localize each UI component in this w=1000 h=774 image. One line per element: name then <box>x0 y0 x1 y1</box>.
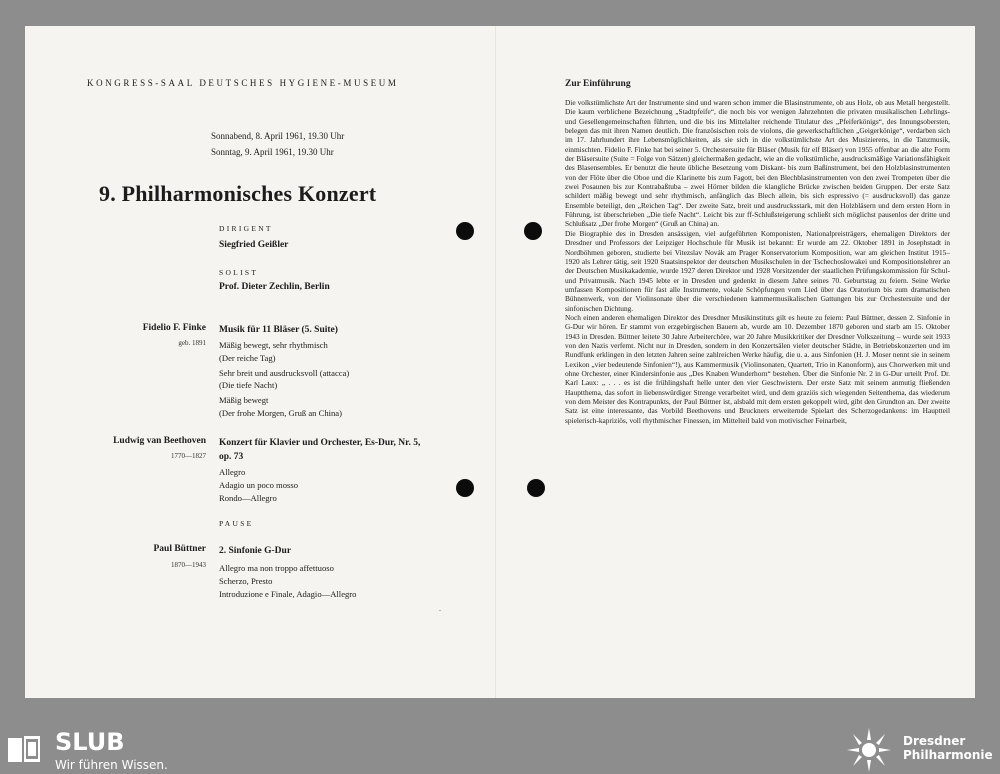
partner-name-line: Dresdner <box>903 734 966 748</box>
intro-paragraph: Noch einen anderen ehemaligen Direktor des Dresdner Musikinstituts gilt es heute zu feiern: Paul Büttner, dessen 2. Sinfonie in G-Dur wir hören. Er stammt von erzgebirgischen Bauern ab, wurde am 10. Dezember 1870 geboren und starb am 15. Oktober 1943 in Dresden. Büttner leitete 30 Jahre Arbeiterchöre, war 20 Jahre Musikkritiker der Dresdner Volkszeitung – wurde seit 1933 von den Nazis verfemt. Nicht nur in Dresden, sondern in den Konzertsälen vieler deutscher Städte, in Betriebskonzerten und im Rundfunk erklingen in den letzten Jahren seine zahlreichen Werke häufig, die u. a. aus Sinfonien (H. J. Moser nennt sie in seinem Lexikon „vier bedeutende Sinfonien“!), aus Kammermusik (Violinsonaten, Quartett, Trio in Kanonform), aus Chorwerken mit und ohne Orchester, einer Kindersinfonie aus „Des Knaben Wunderhorn“ bestehen. Über die Sinfonie Nr. 2 in G-Dur urteilt Prof. Dr. Karl Laux: „ . . . es ist die frühlingshaft helle unter den vier Geschwistern. Der erste Satz mit seinem anmutig fließenden Hauptthema, das sofort in liebenswürdiger Strenge verarbeitet wird, und dem graziös sich wiegenden Seitenthema, das wiederum von dem Meister des Kontrapunkts, der Paul Büttner ist, alsbald mit dem ersten gekoppelt wird, gibt den Grundton an. Der zweite Satz ist eine interessante, das Vorbild Beethovens und Bruckners erweiternde Spielart des Scherzogedankens: im Hauptteil spielerisch-kapriziös, voll rhythmischer Finessen, im Mittelteil bald von motivischer Feinarbeit, <box>565 312 950 425</box>
movement: Mäßig bewegt <box>219 395 269 406</box>
program-sheet <box>25 26 975 698</box>
intro-heading: Zur Einführung <box>565 79 631 89</box>
concert-date: Sonntag, 9. April 1961, 19.30 Uhr <box>211 147 334 157</box>
soloist-label: SOLIST <box>219 268 259 277</box>
movement-list <box>219 466 298 504</box>
movement-list <box>219 562 356 600</box>
intro-text <box>565 98 950 623</box>
concert-title: 9. Philharmonisches Konzert <box>99 181 377 206</box>
movement: (Der reiche Tag) <box>219 352 276 363</box>
movement: Allegro <box>219 467 246 477</box>
movement-list <box>219 339 349 420</box>
movement: (Der frohe Morgen, Gruß an China) <box>219 407 342 418</box>
work-title: Konzert für Klavier und Orchester, Es-Dur, Nr. 5, op. 73 <box>219 438 421 462</box>
intro-paragraph: Die Biographie des in Dresden ansässigen, viel aufgeführten Komponisten, Nationalpreisträgers, ehemaligen Direktors der Dresdner und Professors der Leipziger Hochschule für Musik ist bekannt: Er wurde am 22. Oktober 1891 in Josephstadt in Nordböhmen geboren, studierte bei Vitezslav Novák am Prager Konservatorium Komposition, war am gleichen Institut 1915–1920 als Lehrer tätig, seit 1920 Staatsinspektor der deutschen Musikschulen in der Tschechoslowakei und Kompositionslehrer an der Deutschen Musikakademie, wurde 1927 deren Direktor und 1928 Vorsitzender der staatlichen Prüfungskommission für Schul- und Privatmusik. Nach 1945 lebte er in Dresden und gedenkt in diesem Jahre seines 70. Geburtstag zu feiern. Seine Werke umfassen Kompositionen für fast alle Instrumente, vokale Schöpfungen vom Lied über das Oratorium bis zum dramatischen Bühnenwerk, von der Violinsonate über die verschiedenen kammermusikalischen Gattungen bis zur Orchestersuite und der sinfonischen Dichtung. <box>565 228 950 313</box>
composer-years: 1870—1943 <box>171 561 206 569</box>
page-mark: . <box>439 604 441 613</box>
library-name: SLUB <box>55 728 125 756</box>
concert-date: Sonnabend, 8. April 1961, 19.30 Uhr <box>211 131 345 141</box>
conductor-label: DIRIGENT <box>219 224 273 233</box>
punch-hole <box>456 479 474 497</box>
punch-hole <box>527 479 545 497</box>
conductor-name: Siegfried Geißler <box>219 240 289 250</box>
composer-name: Paul Büttner <box>153 544 206 554</box>
composer-name: Fidelio F. Finke <box>142 323 206 333</box>
partner-name-line: Philharmonie <box>903 748 993 762</box>
footer-bar <box>0 724 1000 774</box>
work-title: Musik für 11 Bläser (5. Suite) <box>219 325 338 335</box>
composer-years: 1770—1827 <box>171 452 206 460</box>
movement: Mäßig bewegt, sehr rhythmisch <box>219 340 328 350</box>
movement: Allegro ma non troppo affettuoso <box>219 563 334 573</box>
movement: Adagio un poco mosso <box>219 479 299 490</box>
philharmonie-logo-icon <box>843 728 895 772</box>
library-tagline: Wir führen Wissen. <box>55 758 168 772</box>
venue-heading: KONGRESS-SAAL DEUTSCHES HYGIENE-MUSEUM <box>87 78 399 88</box>
partner-name <box>903 734 993 762</box>
punch-hole <box>524 222 542 240</box>
slub-logo-icon <box>8 734 42 764</box>
movement: Rondo—Allegro <box>219 492 277 503</box>
pause-label: PAUSE <box>219 519 254 528</box>
center-fold <box>495 26 496 698</box>
movement: (Die tiefe Nacht) <box>219 380 278 391</box>
movement: Introduzione e Finale, Adagio—Allegro <box>219 588 357 599</box>
soloist-name: Prof. Dieter Zechlin, Berlin <box>219 282 330 292</box>
punch-hole <box>456 222 474 240</box>
intro-paragraph: Die volkstümlichste Art der Instrumente sind und waren schon immer die Blasinstrumente, ob aus Holz, ob aus Metall hergestellt. Die kaum verblichene Bezeichnung „Stadtpfeife“, die noch bis vor wenigen Jahrzehnten die privaten musikalischen Lehrlings- und Gesellengemeinschaften führten, und die bis ins Mittelalter reichende Titulatur des „Pfeiferkönigs“, des Innungsobersten, belegen das mit ihren Namen deutlich. Die französischen rois de violons, die gewerkschaftlichen „Geigerkönige“, verdarben sich im 17. Jahrhundert ihre Lebensmöglichkeiten, als sie sich in die volkstümlichste Art des Musizierens, in die Tanzmusik, einmischten. Fidelio F. Finke hat bei seiner 5. Orchestersuite für Bläser (Musik für elf Bläser) von 1955 offenbar an die alte Form der Bläsersuite (Suite = Folge von Sätzen) gleichermaßen gedacht, wie an die volkstümliche, ausdrucksmäßige Variationsfähigkeit des Blasensembles. Er benutzt die heute übliche Besetzung vom Diskant- bis zum Baßinstrument, bei den Holzblasinstrumenten von der Flöte über die Oboe und die Klarinette bis zum Fagott, bei den Blechblasinstrumenten von den zwei Trompeten über die zwei Posaunen bis zur Kontrabaßtuba – zwei Hörner bilden die klangliche Brücke zwischen beiden Gruppen. Der erste Satz schildert mäßig bewegt und sehr rhythmisch, anfänglich das Blech allein, bis sich espressivo (= ausdrucksvoll) das ganze Ensemble beteiligt, den „Reichen Tag“. Der zweite Satz, breit und ausdrucksstark, mit den Holzbläsern und dem ersten Horn in Führung, ist überschrieben „Die tiefe Nacht“. Leicht bis zur ff-Schlußsteigerung schließt sich möglichst pausenlos der dritte und Schlußsatz „Der frohe Morgen“ (Gruß an China) an. <box>565 98 950 229</box>
composer-years: geb. 1891 <box>178 339 206 347</box>
movement: Scherzo, Presto <box>219 575 273 586</box>
work-title: 2. Sinfonie G-Dur <box>219 546 292 556</box>
composer-name: Ludwig van Beethoven <box>113 436 206 446</box>
movement: Sehr breit und ausdrucksvoll (attacca) <box>219 367 350 378</box>
